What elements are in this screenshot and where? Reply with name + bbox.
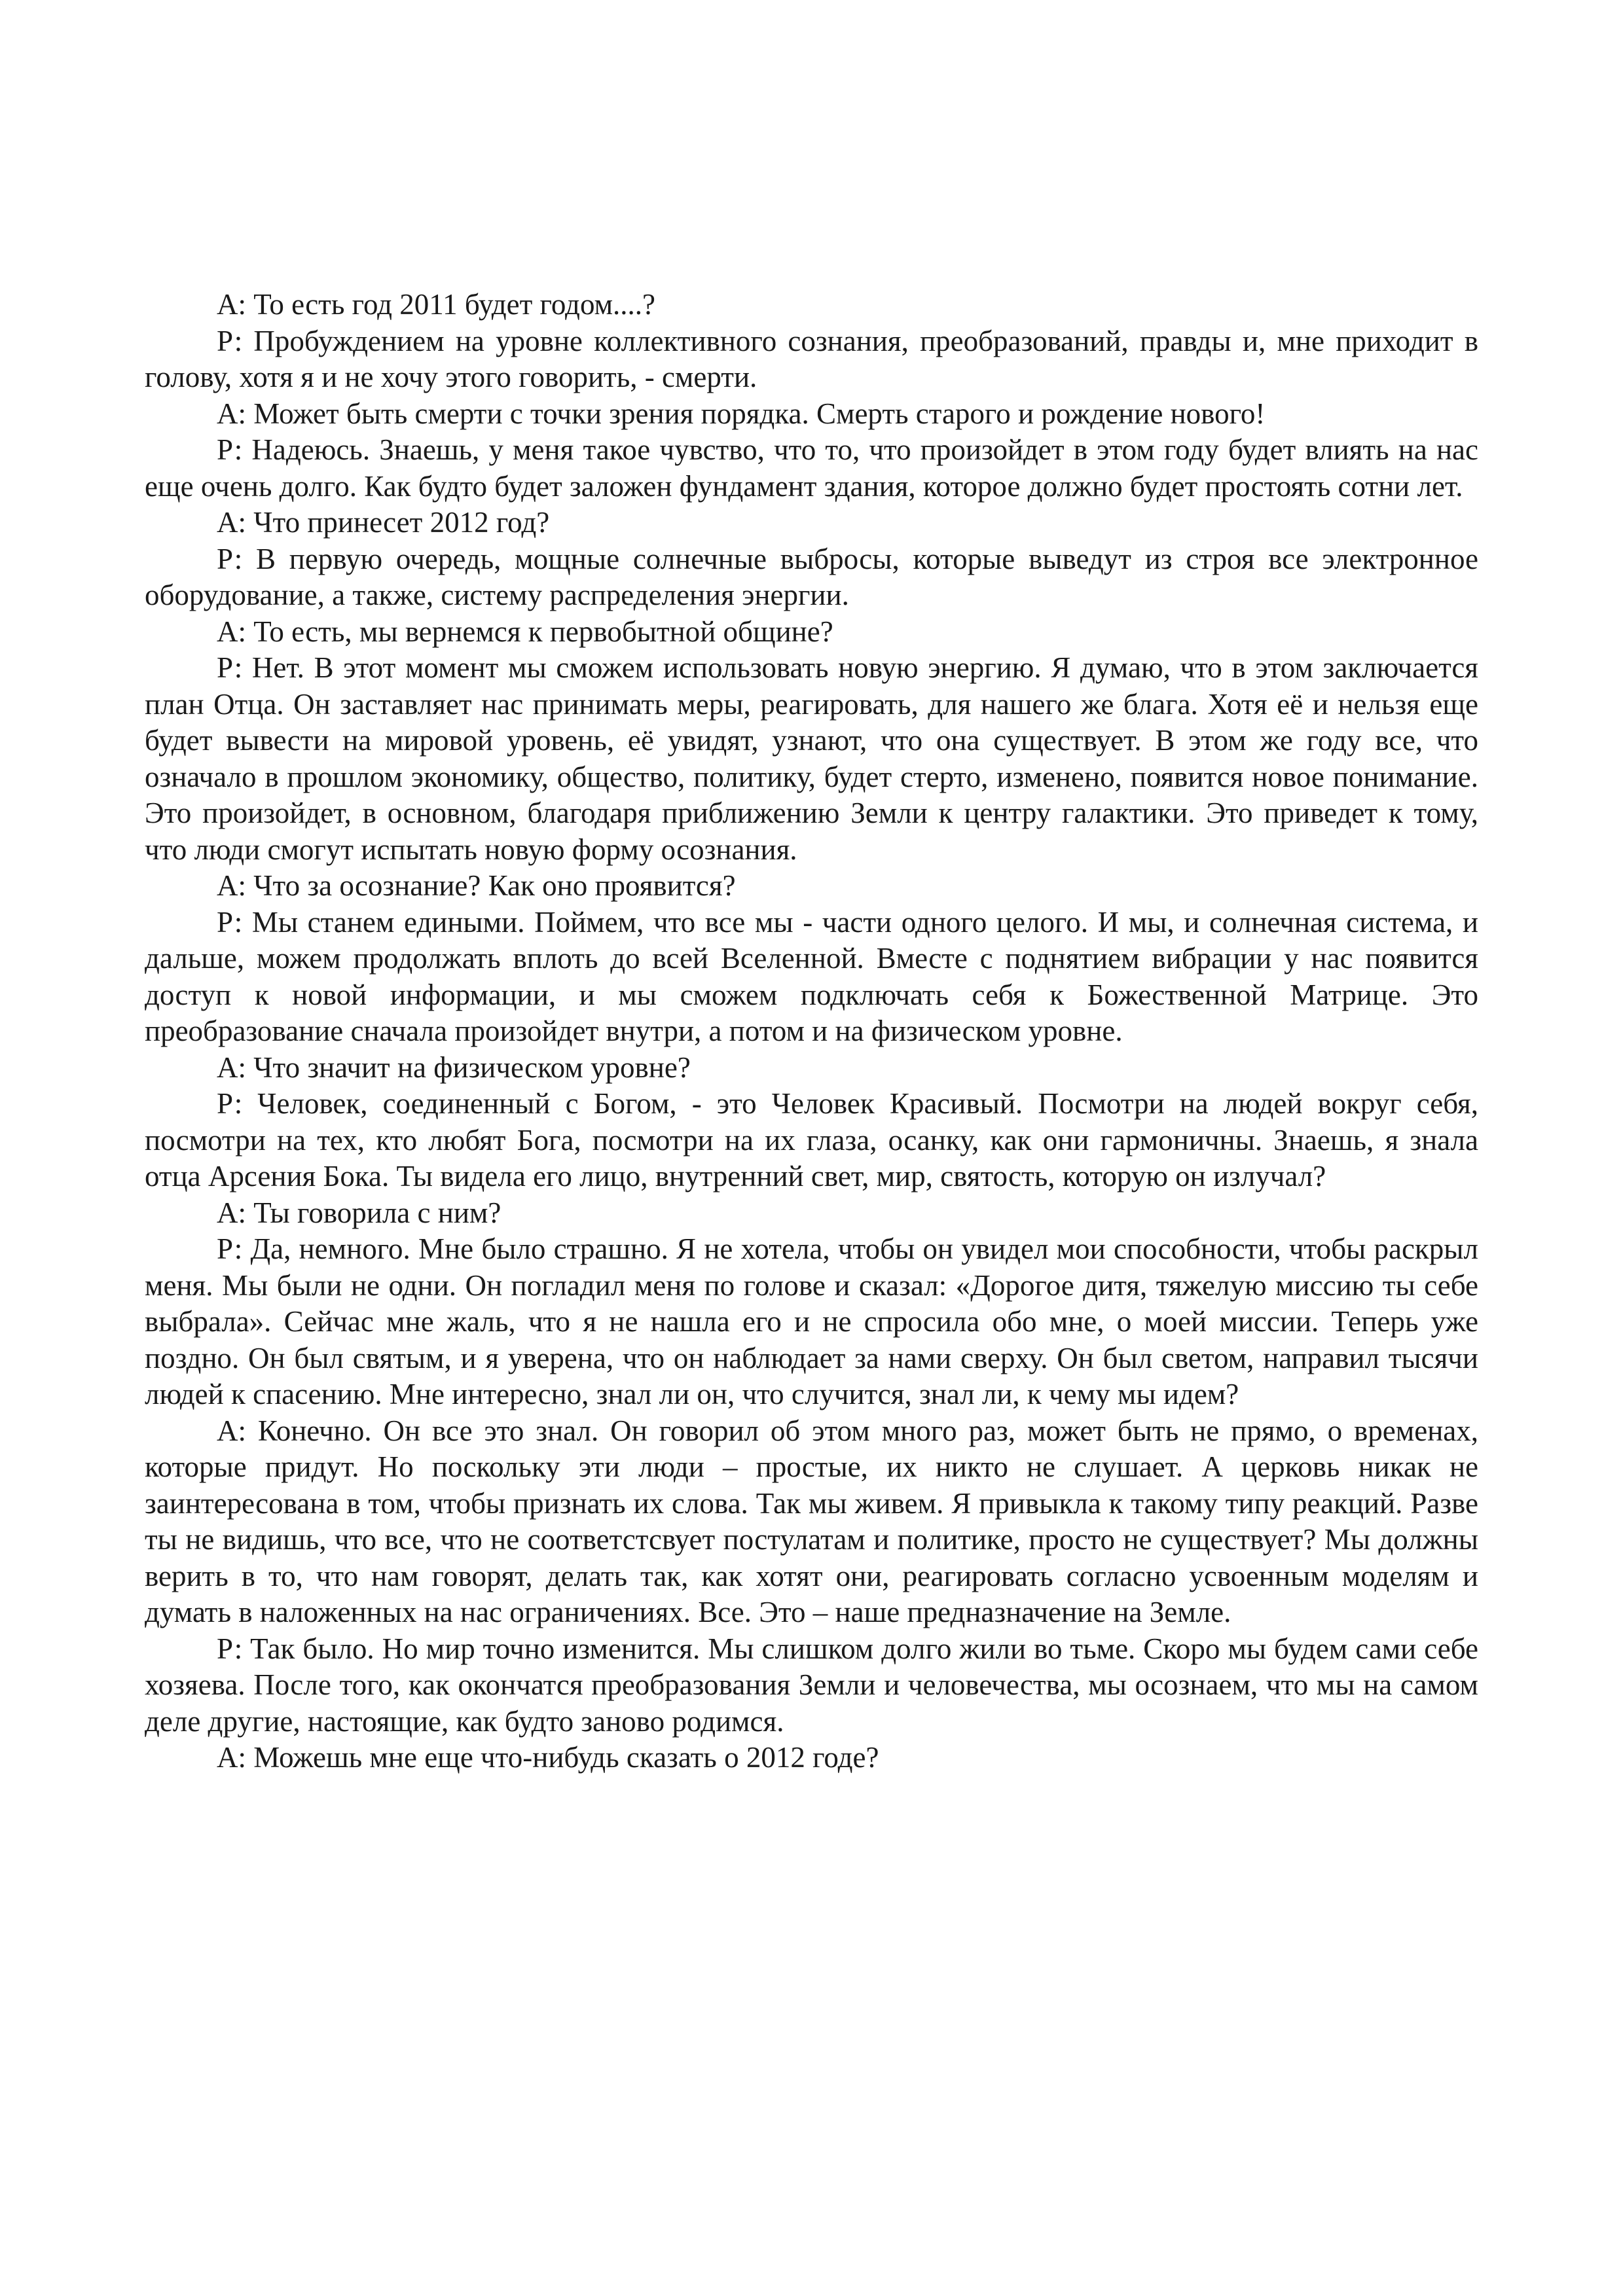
paragraph: А: То есть год 2011 будет годом....? bbox=[217, 288, 656, 321]
paragraph: А: Конечно. Он все это знал. Он говорил об этом много раз, может быть не прямо, о временах, которые придут. Но поскольку эти люди – простые, их никто не слушает. А церковь никак не заинтересована в том, чтобы признать их слова. Так мы живем. Я привыкла к такому типу реакций. Разве ты не видишь, что все, что не соответстсвует постулатам и политике, просто не существует? Мы должны верить в то, что нам говорят, делать так, как хотят они, реагировать согласно усвоенным моделям и думать в наложенных на нас ограничениях. Все. Это – наше предназначение на Земле. bbox=[145, 1414, 1478, 1628]
body-text bbox=[145, 287, 1478, 1776]
paragraph: А: Можешь мне еще что-нибудь сказать о 2012 годе? bbox=[217, 1741, 879, 1774]
paragraph: Р: Мы станем едиными. Поймем, что все мы - части одного целого. И мы, и солнечная система, и дальше, можем продолжать вплоть до всей Вселенной. Вместе с поднятием вибрации у нас появится доступ к новой информации, и мы сможем подключать себя к Божественной Матрице. Это преобразование сначала произойдет внутри, а потом и на физическом уровне. bbox=[145, 905, 1478, 1047]
paragraph: Р: Пробуждением на уровне коллективного сознания, преобразований, правды и, мне приходит в голову, хотя я и не хочу этого говорить, - смерти. bbox=[145, 324, 1478, 393]
paragraph: Р: Да, немного. Мне было страшно. Я не хотела, чтобы он увидел мои способности, чтобы раскрыл меня. Мы были не одни. Он погладил меня по голове и сказал: «Дорогое дитя, тяжелую миссию ты себе выбрала». Сейчас мне жаль, что я не нашла его и не спросила обо мне, о моей миссии. Теперь уже поздно. Он был святым, и я уверена, что он наблюдает за нами сверху. Он был светом, направил тысячи людей к спасению. Мне интересно, знал ли он, что случится, знал ли, к чему мы идем? bbox=[145, 1232, 1478, 1410]
paragraph: А: Что принесет 2012 год? bbox=[217, 506, 550, 539]
paragraph: Р: Нет. В этот момент мы сможем использовать новую энергию. Я думаю, что в этом заключается план Отца. Он заставляет нас принимать меры, реагировать, для нашего же блага. Хотя её и нельзя еще будет вывести на мировой уровень, её увидят, узнают, что она существует. В этом же году все, что означало в прошлом экономику, общество, политику, будет стерто, изменено, появится новое понимание. Это произойдет, в основном, благодаря приближению Земли к центру галактики. Это приведет к тому, что люди смогут испытать новую форму осознания. bbox=[145, 651, 1478, 866]
paragraph: Р: В первую очередь, мощные солнечные выбросы, которые выведут из строя все электронное оборудование, а также, систему распределения энергии. bbox=[145, 542, 1478, 611]
paragraph: А: Может быть смерти с точки зрения порядка. Смерть старого и рождение нового! bbox=[217, 397, 1266, 430]
paragraph: А: Что за осознание? Как оно проявится? bbox=[217, 869, 736, 902]
paragraph: Р: Человек, соединенный с Богом, - это Человек Красивый. Посмотри на людей вокруг себя, посмотри на тех, кто любят Бога, посмотри на их глаза, осанку, как они гармоничны. Знаешь, я знала отца Арсения Бока. Ты видела его лицо, внутренний свет, мир, святость, которую он излучал? bbox=[145, 1087, 1478, 1193]
paragraph: А: Что значит на физическом уровне? bbox=[217, 1050, 691, 1084]
paragraph: Р: Так было. Но мир точно изменится. Мы слишком долго жили во тьме. Скоро мы будем сами себе хозяева. После того, как окончатся преобразования Земли и человечества, мы осознаем, что мы на самом деле другие, настоящие, как будто заново родимся. bbox=[145, 1632, 1478, 1738]
paragraph: А: То есть, мы вернемся к первобытной общине? bbox=[217, 615, 833, 648]
paragraph: Р: Надеюсь. Знаешь, у меня такое чувство, что то, что произойдет в этом году будет влиять на нас еще очень долго. Как будто будет заложен фундамент здания, которое должно будет простоять сотни лет. bbox=[145, 433, 1478, 503]
paragraph: А: Ты говорила с ним? bbox=[217, 1196, 501, 1229]
